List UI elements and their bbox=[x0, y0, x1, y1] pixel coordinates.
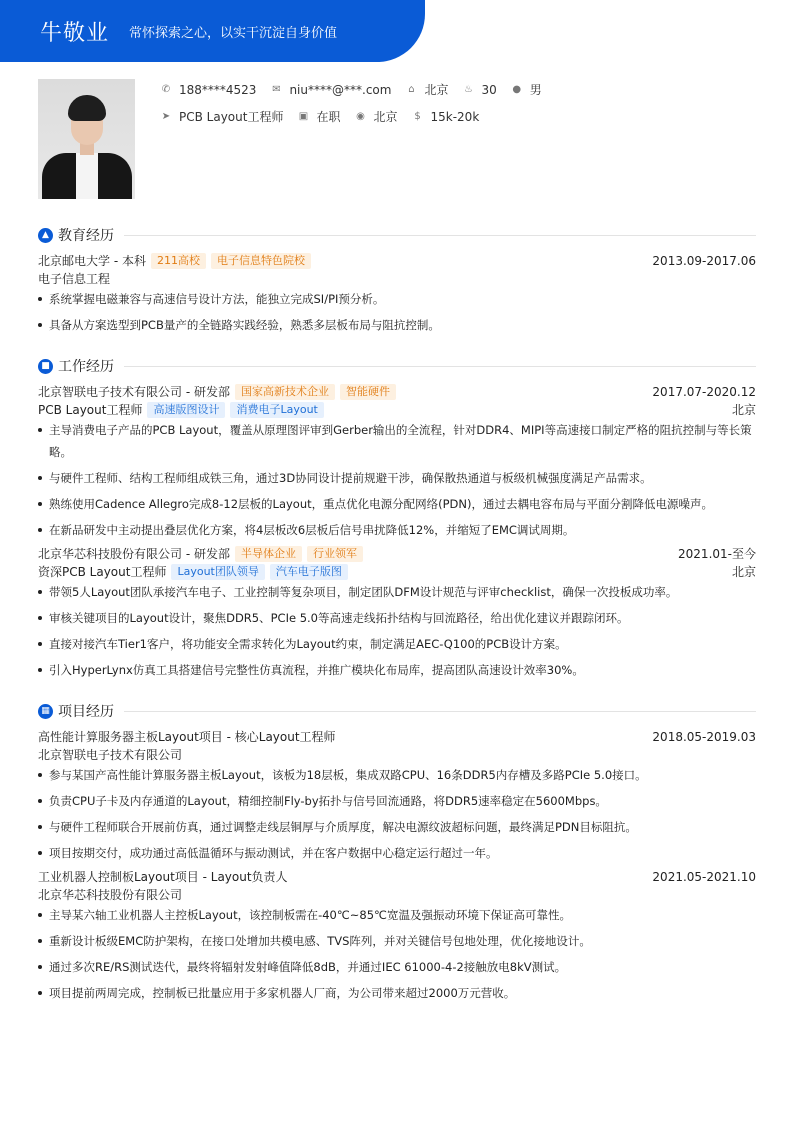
tag: 国家高新技术企业 bbox=[235, 384, 335, 400]
intent-salary: 15k-20k bbox=[430, 109, 480, 124]
job-role-row bbox=[38, 402, 756, 418]
send-icon: ➤ bbox=[161, 111, 171, 122]
section-title: 项目经历 bbox=[58, 704, 114, 720]
tag: 半导体企业 bbox=[235, 546, 302, 562]
major: 电子信息工程 bbox=[38, 272, 111, 286]
intent-status: 在职 bbox=[316, 110, 341, 124]
section-title: 教育经历 bbox=[58, 228, 114, 244]
job-role: 资深PCB Layout工程师 bbox=[38, 565, 167, 579]
school-name: 北京邮电大学 - 本科 bbox=[38, 254, 146, 268]
project-name: 工业机器人控制板Layout项目 - Layout负责人 bbox=[38, 870, 288, 884]
list-item: 项目按期交付，成功通过高低温循环与振动测试，并在客户数据中心稳定运行超过一年。 bbox=[38, 842, 756, 864]
education-icon: ▲ bbox=[38, 228, 53, 243]
avatar bbox=[38, 79, 135, 199]
list-item: 与硬件工程师、结构工程师组成铁三角，通过3D协同设计提前规避干涉，确保散热通道与板级机械强度满足产品需求。 bbox=[38, 467, 756, 489]
list-item: 审核关键项目的Layout设计，聚焦DDR5、PCIe 5.0等高速走线拓扑结构与回流路径，给出优化建议并跟踪闭环。 bbox=[38, 607, 756, 629]
list-item: 参与某国产高性能计算服务器主板Layout，该板为18层板，集成双路CPU、16条DDR5内存槽及多路PCIe 5.0接口。 bbox=[38, 764, 756, 786]
project-icon: ▦ bbox=[38, 704, 53, 719]
education-major-row bbox=[38, 271, 756, 287]
intent-position: PCB Layout工程师 bbox=[179, 110, 284, 124]
work-icon: ■ bbox=[38, 359, 53, 374]
intent-city: 北京 bbox=[373, 110, 398, 124]
job-role: PCB Layout工程师 bbox=[38, 403, 143, 417]
date-range: 2017.07-2020.12 bbox=[652, 385, 756, 399]
gender-icon: ● bbox=[512, 84, 522, 95]
cake-icon: ♨ bbox=[463, 84, 473, 95]
section-education bbox=[38, 225, 756, 245]
section-title: 工作经历 bbox=[58, 359, 114, 375]
tag: 智能硬件 bbox=[340, 384, 396, 400]
list-item: 重新设计板级EMC防护架构，在接口处增加共模电感、TVS阵列，并对关键信号包地处理，优化接地设计。 bbox=[38, 930, 756, 952]
gender-value: 男 bbox=[529, 83, 542, 97]
divider bbox=[124, 235, 756, 236]
list-item: 主导某六轴工业机器人主控板Layout，该控制板需在-40℃~85℃宽温及强振动环境下保证高可靠性。 bbox=[38, 904, 756, 926]
intent-row bbox=[160, 108, 493, 125]
list-item: 负责CPU子卡及内存通道的Layout，精细控制Fly-by拓扑与信号回流通路，将DDR5速率稳定在5600Mbps。 bbox=[38, 790, 756, 812]
tag: 电子信息特色院校 bbox=[211, 253, 311, 269]
briefcase-icon: ▣ bbox=[298, 111, 309, 122]
company-name: 北京华芯科技股份有限公司 - 研发部 bbox=[38, 547, 230, 561]
project-header bbox=[38, 729, 756, 745]
tag: 行业领军 bbox=[307, 546, 363, 562]
date-range: 2021.05-2021.10 bbox=[652, 870, 756, 884]
job-city: 北京 bbox=[731, 403, 756, 417]
email-value: niu****@***.com bbox=[289, 82, 392, 97]
phone-icon: ✆ bbox=[161, 84, 171, 95]
candidate-slogan: 常怀探索之心，以实干沉淀自身价值 bbox=[129, 25, 338, 41]
tag: 汽车电子版图 bbox=[270, 564, 348, 580]
list-item: 通过多次RE/RS测试迭代，最终将辐射发射峰值降低8dB，并通过IEC 61000-4-2接触放电8kV测试。 bbox=[38, 956, 756, 978]
job-header bbox=[38, 384, 756, 400]
section-work bbox=[38, 356, 756, 376]
list-item: 项目提前两周完成，控制板已批量应用于多家机器人厂商，为公司带来超过2000万元营收。 bbox=[38, 982, 756, 1004]
project-org-row bbox=[38, 747, 756, 763]
project-header bbox=[38, 869, 756, 885]
section-projects bbox=[38, 701, 756, 721]
date-range: 2018.05-2019.03 bbox=[652, 730, 756, 744]
project-org-row bbox=[38, 887, 756, 903]
city-value: 北京 bbox=[424, 83, 449, 97]
mail-icon: ✉ bbox=[272, 84, 281, 95]
list-item: 在新品研发中主动提出叠层优化方案，将4层板改6层板后信号串扰降低12%，并缩短了EMC调试周期。 bbox=[38, 519, 756, 541]
divider bbox=[124, 366, 756, 367]
money-icon: $ bbox=[414, 111, 421, 122]
education-header bbox=[38, 253, 756, 269]
phone-value: 188****4523 bbox=[179, 82, 257, 97]
tag: 消费电子Layout bbox=[230, 402, 323, 418]
header-band bbox=[0, 0, 425, 62]
list-item: 具备从方案选型到PCB量产的全链路实践经验，熟悉多层板布局与阻抗控制。 bbox=[38, 314, 756, 336]
list-item: 系统掌握电磁兼容与高速信号设计方法，能独立完成SI/PI预分析。 bbox=[38, 288, 756, 310]
project-org: 北京华芯科技股份有限公司 bbox=[38, 888, 183, 902]
list-item: 直接对接汽车Tier1客户，将功能安全需求转化为Layout约束，制定满足AEC-Q100的PCB设计方案。 bbox=[38, 633, 756, 655]
job-city: 北京 bbox=[731, 565, 756, 579]
project-org: 北京智联电子技术有限公司 bbox=[38, 748, 183, 762]
date-range: 2013.09-2017.06 bbox=[652, 254, 756, 268]
list-item: 引入HyperLynx仿真工具搭建信号完整性仿真流程，并推广模块化布局库，提高团队高速设计效率30%。 bbox=[38, 659, 756, 681]
list-item: 与硬件工程师联合开展前仿真，通过调整走线层铜厚与介质厚度，解决电源纹波超标问题，最终满足PDN目标阻抗。 bbox=[38, 816, 756, 838]
project-name: 高性能计算服务器主板Layout项目 - 核心Layout工程师 bbox=[38, 730, 336, 744]
list-item: 熟练使用Cadence Allegro完成8-12层板的Layout，重点优化电源分配网络(PDN)，通过去耦电容布局与平面分割降低电源噪声。 bbox=[38, 493, 756, 515]
candidate-name: 牛敬业 bbox=[40, 20, 110, 46]
age-value: 30 bbox=[481, 82, 497, 97]
tag: Layout团队领导 bbox=[171, 564, 264, 580]
list-item: 主导消费电子产品的PCB Layout，覆盖从原理图评审到Gerber输出的全流程，针对DDR4、MIPI等高速接口制定严格的阻抗控制与等长策略。 bbox=[38, 419, 756, 463]
job-role-row bbox=[38, 564, 756, 580]
divider bbox=[124, 711, 756, 712]
job-header bbox=[38, 546, 756, 562]
date-range: 2021.01-至今 bbox=[678, 547, 756, 561]
list-item: 带领5人Layout团队承接汽车电子、工业控制等复杂项目，制定团队DFM设计规范与评审checklist，确保一次投板成功率。 bbox=[38, 581, 756, 603]
company-name: 北京智联电子技术有限公司 - 研发部 bbox=[38, 385, 230, 399]
tag: 高速版图设计 bbox=[147, 402, 225, 418]
location-icon: ◉ bbox=[356, 111, 365, 122]
tag: 211高校 bbox=[151, 253, 206, 269]
home-icon: ⌂ bbox=[408, 84, 415, 95]
contact-row bbox=[160, 81, 556, 98]
